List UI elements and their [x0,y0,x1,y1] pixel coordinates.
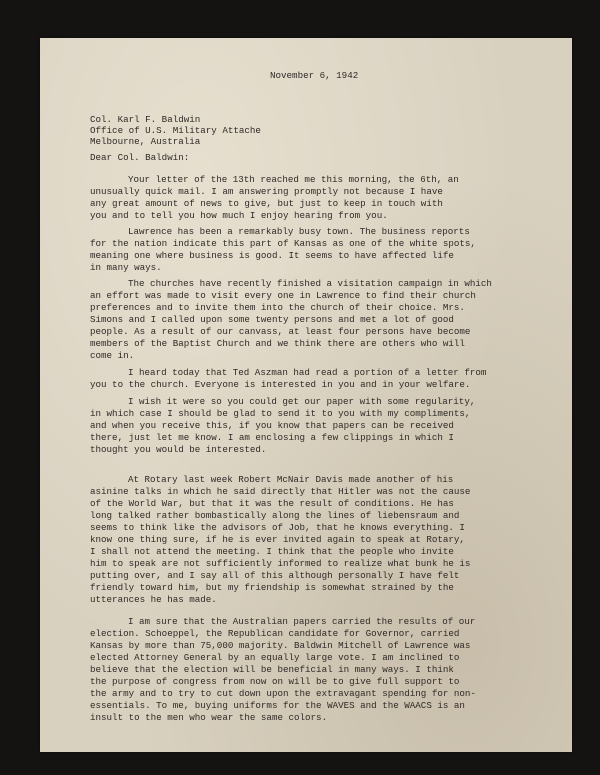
paragraph-line: I shall not attend the meeting. I think that the people who invite [90,546,454,557]
paragraph-line: the army and to try to cut down upon the extravagant spending for non- [90,688,476,699]
paragraph-line: members of the Baptist Church and we think there are others who will [90,338,465,349]
paragraph-line: insult to the men who wear the same colors. [90,712,328,723]
paragraph-line: long talked rather bombastically along the lines of liebensraum and [90,510,460,521]
paragraph-line: Simons and I called upon some twenty persons and met a lot of good [90,314,454,325]
paragraph-line: in which case I should be glad to send it to you with my compliments, [90,408,471,419]
paragraph-line: meaning one where business is good. It seems to have affected life [90,250,454,261]
paragraph-line: Kansas by more than 75,000 majority. Baldwin Mitchell of Lawrence was [90,640,471,651]
paragraph-line: people. As a result of our canvass, at least four persons have become [90,326,471,337]
paragraph-line: in many ways. [90,262,162,273]
paragraph-line: I am sure that the Australian papers carried the results of our [128,616,476,627]
paragraph-line: The churches have recently finished a visitation campaign in which [128,278,492,289]
paragraph-line: elected Attorney General by an equally large vote. I am inclined to [90,652,460,663]
paragraph-line: believe that the election will be beneficial in many ways. I think [90,664,454,675]
paragraph-line: you and to tell you how much I enjoy hearing from you. [90,210,388,221]
paragraph-line: and when you receive this, if you know that papers can be received [90,420,454,431]
paragraph-5 [90,396,560,456]
letter-page [40,38,572,752]
paragraph-1 [90,174,560,222]
paragraph-4 [90,367,560,391]
paragraph-line: I wish it were so you could get our paper with some regularity, [128,396,476,407]
paragraph-line: thought you would be interested. [90,444,267,455]
paragraph-3 [90,278,560,362]
paragraph-line: utterances he has made. [90,594,217,605]
paragraph-line: of the World War, but that it was the result of conditions. He has [90,498,454,509]
paragraph-line: asinine talks in which he said directly that Hitler was not the cause [90,486,471,497]
paragraph-line: friendly toward him, but my friendship is somewhat strained by the [90,582,454,593]
salutation: Dear Col. Baldwin: [90,152,190,163]
paragraph-2 [90,226,560,274]
paragraph-line: any great amount of news to give, but just to keep in touch with [90,198,443,209]
paragraph-line: essentials. To me, buying uniforms for the WAVES and the WAACS is an [90,700,465,711]
paragraph-line: election. Schoeppel, the Republican candidate for Governor, carried [90,628,460,639]
paragraph-line: seems to think like the advisors of Job, that he knows everything. I [90,522,465,533]
paragraph-line: Your letter of the 13th reached me this morning, the 6th, an [128,174,459,185]
paragraph-line: him to speak are not sufficiently informed to realize what bunk he is [90,558,471,569]
paragraph-line: At Rotary last week Robert McNair Davis made another of his [128,474,454,485]
paragraph-line: there, just let me know. I am enclosing a few clippings in which I [90,432,454,443]
paragraph-line: unusually quick mail. I am answering promptly not because I have [90,186,443,197]
paragraph-line: preferences and to invite them into the church of their choice. Mrs. [90,302,465,313]
recipient-location: Melbourne, Australia [90,136,201,147]
letter-date: November 6, 1942 [270,70,359,81]
paragraph-line: you to the church. Everyone is interested in you and in your welfare. [90,379,471,390]
paragraph-line: an effort was made to visit every one in Lawrence to find their church [90,290,476,301]
paragraph-line: I heard today that Ted Aszman had read a portion of a letter from [128,367,487,378]
paragraph-7 [90,616,560,724]
paragraph-line: the purpose of congress from now on will be to give full support to [90,676,460,687]
paragraph-6 [90,474,560,606]
paragraph-line: for the nation indicate this part of Kansas as one of the white spots, [90,238,476,249]
paragraph-line: know one thing sure, if he is ever invited again to speak at Rotary, [90,534,465,545]
recipient-office: Office of U.S. Military Attache [90,125,261,136]
recipient-name: Col. Karl F. Baldwin [90,114,201,125]
paragraph-line: Lawrence has been a remarkably busy town. The business reports [128,226,470,237]
paragraph-line: come in. [90,350,135,361]
paragraph-line: putting over, and I say all of this although personally I have felt [90,570,460,581]
